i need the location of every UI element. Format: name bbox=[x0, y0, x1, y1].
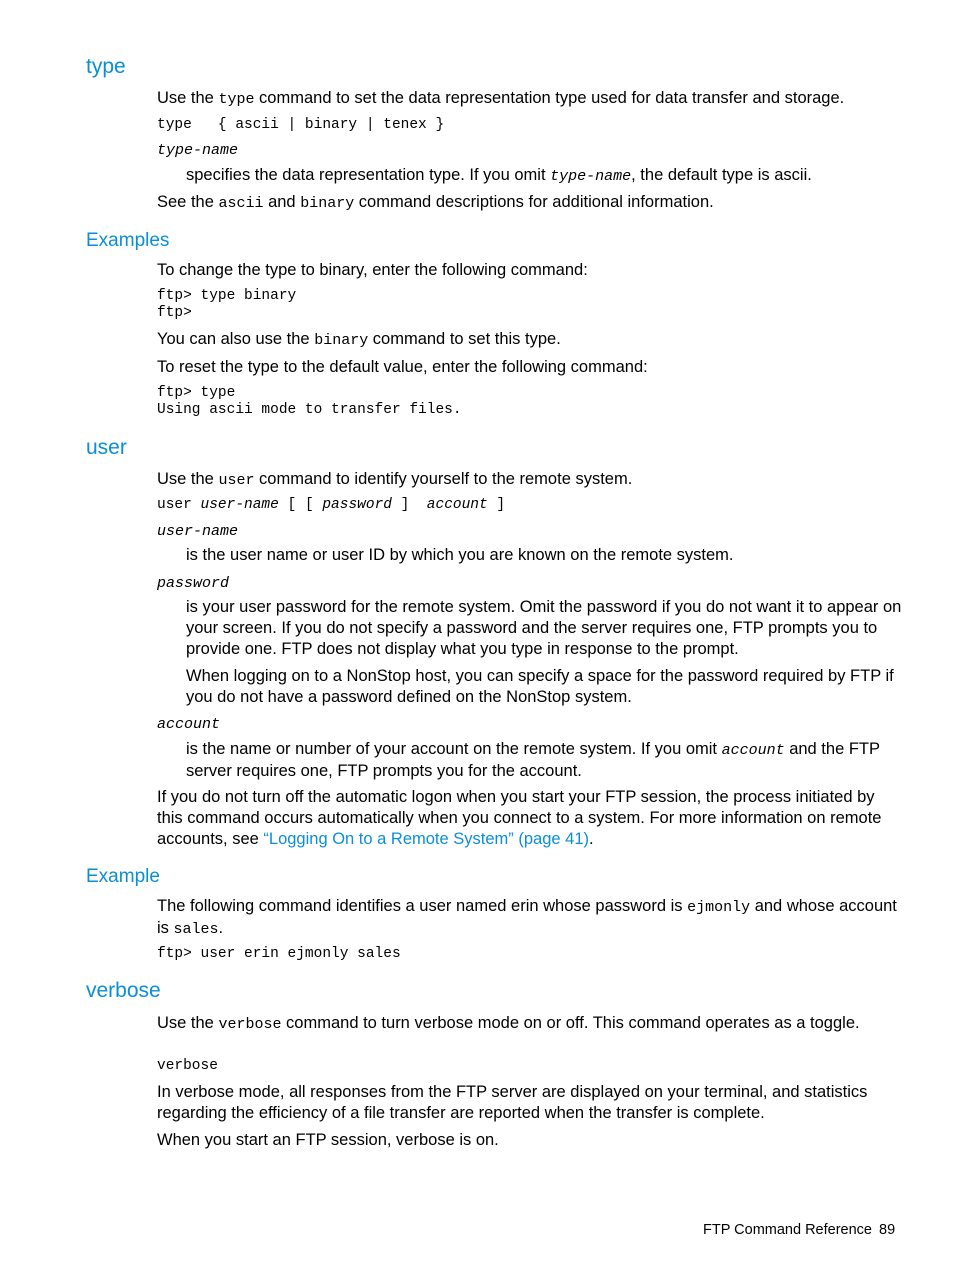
verbose-text-2: When you start an FTP session, verbose is on. bbox=[157, 1131, 499, 1149]
password-term: password bbox=[157, 575, 230, 592]
password-desc-nonstop: When logging on to a NonStop host, you can specify a space for the password required by FTP if you do not have a password defined on the NonStop system. bbox=[186, 667, 894, 706]
type-intro: Use the type command to set the data representation type used for data transfer and storage. bbox=[157, 89, 845, 108]
page-number: 89 bbox=[879, 1222, 896, 1238]
heading-user: user bbox=[86, 436, 127, 459]
verbose-intro: Use the verbose command to turn verbose mode on or off. This command operates as a toggle. bbox=[157, 1014, 860, 1033]
examples-code-2: ftp> type Using ascii mode to transfer files. bbox=[157, 385, 462, 418]
account-desc: is the name or number of your account on the remote system. If you omit account and the FTP server requires one, FTP prompts you for the account. bbox=[186, 740, 880, 780]
type-name-desc: specifies the data representation type. If you omit type-name, the default type is ascii. bbox=[186, 166, 812, 185]
heading-example: Example bbox=[86, 866, 160, 887]
user-intro: Use the user command to identify yourself to the remote system. bbox=[157, 470, 633, 489]
examples-text-1: To change the type to binary, enter the following command: bbox=[157, 261, 588, 279]
examples-text-3: To reset the type to the default value, enter the following command: bbox=[157, 358, 648, 376]
user-name-term: user-name bbox=[157, 523, 239, 540]
examples-code-1: ftp> type binary ftp> bbox=[157, 288, 297, 321]
type-see-also: See the ascii and binary command descriptions for additional information. bbox=[157, 193, 714, 212]
footer-title: FTP Command Reference bbox=[703, 1222, 872, 1238]
heading-type: type bbox=[86, 55, 126, 78]
verbose-syntax: verbose bbox=[157, 1058, 218, 1074]
examples-text-2: You can also use the binary command to set this type. bbox=[157, 330, 561, 349]
type-name-term: type-name bbox=[157, 142, 239, 159]
logging-on-link[interactable]: “Logging On to a Remote System” (page 41) bbox=[263, 830, 589, 848]
example-text: The following command identifies a user named erin whose password is ejmonly and whose account is sales. bbox=[157, 897, 897, 938]
user-syntax: user user-name [ [ password ] account ] bbox=[157, 497, 506, 513]
password-desc: is your user password for the remote system. Omit the password if you do not want it to appear on your screen. If you do not specify a password and the server requires one, FTP prompts you to provide one. FTP does not display what you type in response to the prompt. bbox=[186, 598, 902, 658]
user-name-desc: is the user name or user ID by which you are known on the remote system. bbox=[186, 546, 734, 564]
verbose-text-1: In verbose mode, all responses from the FTP server are displayed on your terminal, and statistics regarding the efficiency of a file transfer are reported when the transfer is complete. bbox=[157, 1083, 868, 1122]
user-logon-text: If you do not turn off the automatic logon when you start your FTP session, the process initiated by this command occurs automatically when you connect to a system. For more information on remote accounts, see “Logging On to a Remote System” (page 41). bbox=[157, 788, 882, 848]
example-code: ftp> user erin ejmonly sales bbox=[157, 946, 401, 962]
heading-examples: Examples bbox=[86, 230, 170, 251]
type-syntax: type { ascii | binary | tenex } bbox=[157, 117, 445, 133]
account-term: account bbox=[157, 716, 221, 733]
heading-verbose: verbose bbox=[86, 979, 161, 1002]
